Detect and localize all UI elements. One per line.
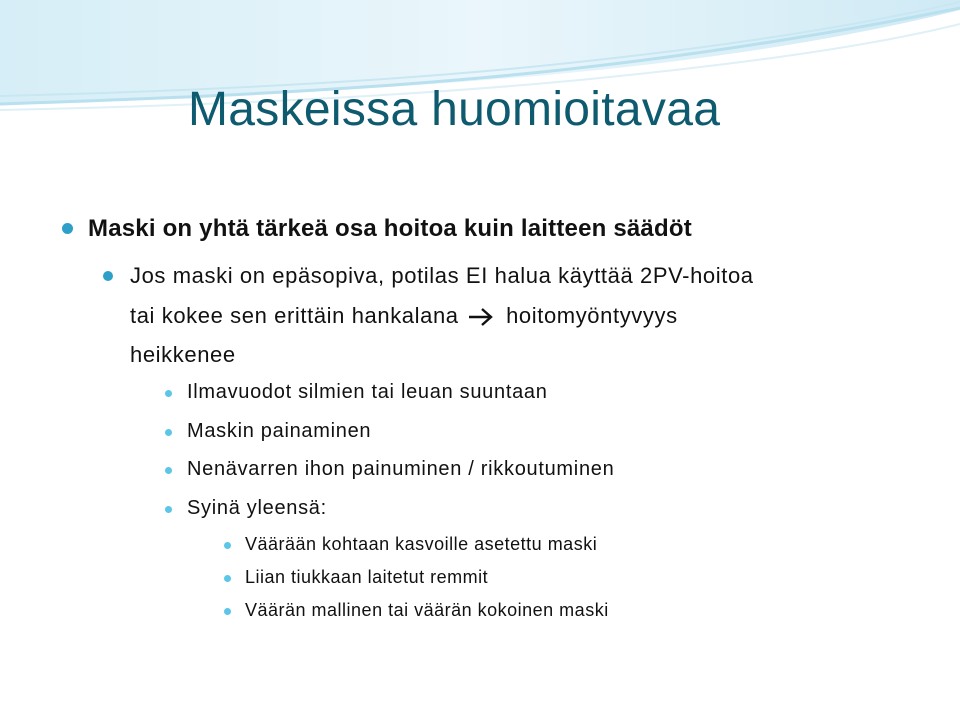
sub-bullet-line-2-start: tai kokee sen erittäin hankalana	[130, 303, 459, 328]
bullet-icon	[165, 506, 172, 513]
level3-item: Ilmavuodot silmien tai leuan suuntaan	[187, 381, 548, 403]
bullet-icon	[224, 542, 231, 549]
sub-bullet-line-2-end: hoitomyöntyvyys	[506, 303, 678, 328]
bullet-icon	[62, 223, 73, 234]
bullet-icon	[224, 575, 231, 582]
bullet-icon	[103, 271, 113, 281]
level3-item: Maskin painaminen	[187, 420, 372, 442]
level3-item: Nenävarren ihon painuminen / rikkoutuminen	[187, 458, 615, 480]
sub-bullet-line-2	[130, 296, 678, 336]
main-bullet-text: Maski on yhtä tärkeä osa hoitoa kuin laitteen säädöt	[88, 215, 692, 242]
level4-item: Väärään kohtaan kasvoille asetettu maski	[245, 534, 598, 554]
page-title: Maskeissa huomioitavaa	[188, 83, 721, 136]
sub-bullet-line-3: heikkenee	[130, 342, 236, 367]
level4-item: Väärän mallinen tai väärän kokoinen maski	[245, 600, 609, 620]
bullet-icon	[165, 390, 172, 397]
bullet-icon	[224, 608, 231, 615]
bullet-icon	[165, 467, 172, 474]
right-arrow-icon	[467, 307, 495, 327]
bullet-icon	[165, 429, 172, 436]
level4-item: Liian tiukkaan laitetut remmit	[245, 567, 489, 587]
sub-bullet-line-1: Jos maski on epäsopiva, potilas EI halua käyttää 2PV-hoitoa	[130, 263, 754, 288]
level3-item: Syinä yleensä:	[187, 497, 327, 519]
